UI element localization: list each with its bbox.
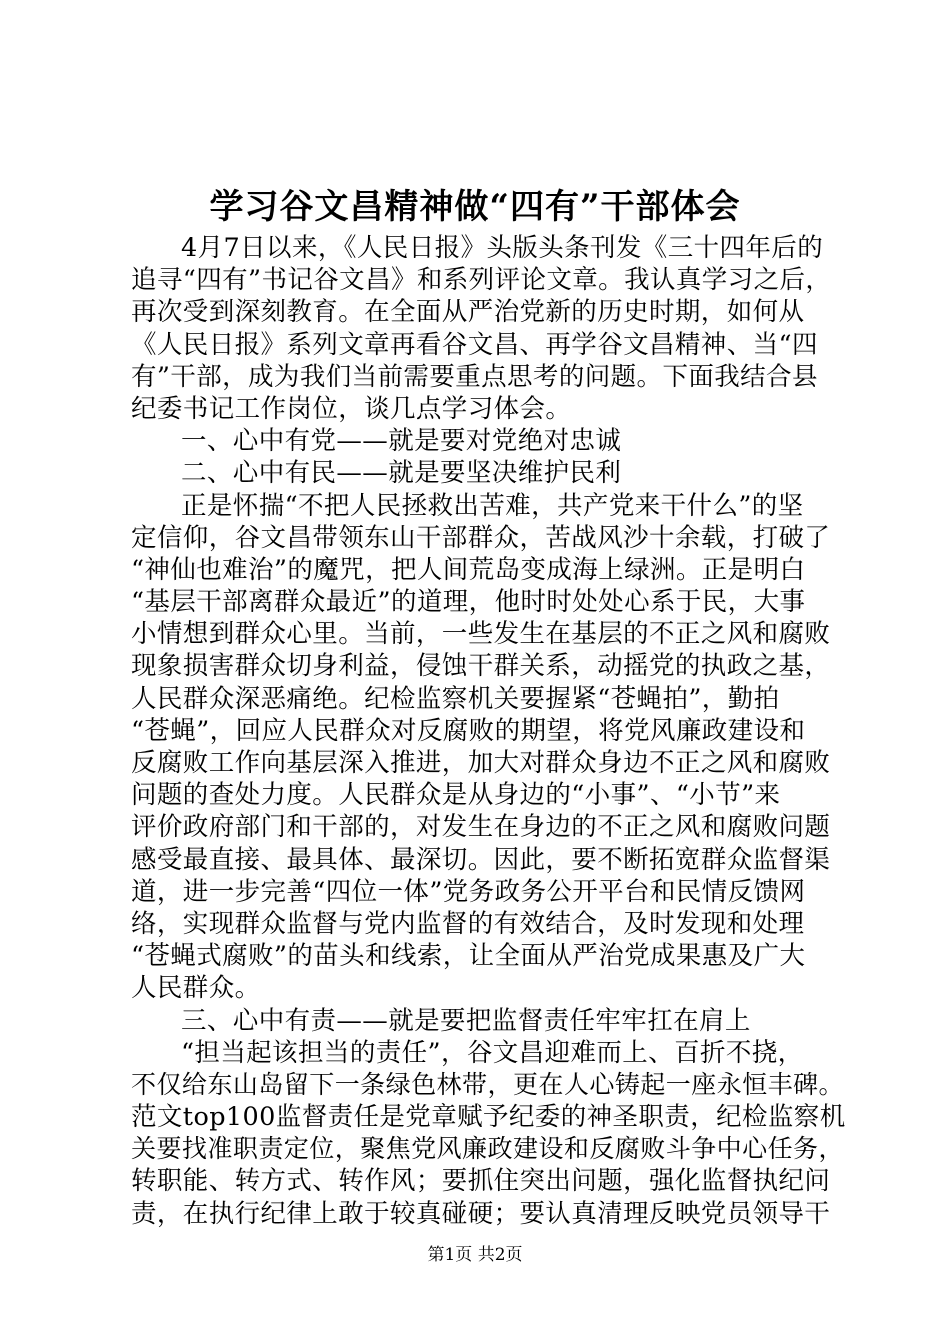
body-line: 一、心中有党——就是要对党绝对忠诚 — [181, 426, 622, 457]
body-line: “苍蝇”，回应人民群众对反腐败的期望，将党风廉政建设和 — [131, 715, 806, 746]
body-line: 追寻“四有”书记谷文昌》和系列评论文章。我认真学习之后， — [131, 265, 832, 296]
body-line: “担当起该担当的责任”，谷文昌迎难而上、百折不挠， — [181, 1037, 804, 1068]
body-line: 定信仰，谷文昌带领东山干部群众，苦战风沙十余载，打破了 — [131, 522, 831, 553]
document-body — [131, 232, 851, 1230]
body-line: 反腐败工作向基层深入推进，加大对群众身边不正之风和腐败 — [131, 748, 831, 778]
body-line: 感受最直接、最具体、最深切。因此，要不断拓宽群众监督渠 — [131, 844, 831, 875]
body-line: 评价政府部门和干部的，对发生在身边的不正之风和腐败问题 — [131, 812, 831, 843]
body-line: “基层干部离群众最近”的道理，他时时处处心系于民，大事 — [131, 587, 806, 618]
body-line: 道，进一步完善“四位一体”党务政务公开平台和民情反馈网 — [131, 876, 806, 907]
body-line: 范文top100监督责任是党章赋予纪委的神圣职责，纪检监察机 — [131, 1102, 846, 1133]
body-line: 人民群众。 — [131, 973, 261, 1004]
body-line: 二、心中有民——就是要坚决维护民利 — [181, 458, 622, 489]
body-line: 有”干部，成为我们当前需要重点思考的问题。下面我结合县 — [131, 361, 818, 392]
body-line: 关要找准职责定位，聚焦党风廉政建设和反腐败斗争中心任务， — [131, 1134, 844, 1164]
body-line: 再次受到深刻教育。在全面从严治党新的历史时期，如何从 — [131, 297, 805, 328]
body-line: 络，实现群众监督与党内监督的有效结合，及时发现和处理 — [131, 908, 805, 939]
body-line: 人民群众深恶痛绝。纪检监察机关要握紧“苍蝇拍”，勤拍 — [131, 683, 780, 714]
body-line: 转职能、转方式、转作风；要抓住突出问题，强化监督执纪问 — [131, 1166, 831, 1197]
body-line: 三、心中有责——就是要把监督责任牢牢扛在肩上 — [181, 1005, 751, 1036]
body-line: 《人民日报》系列文章再看谷文昌、再学谷文昌精神、当“四 — [131, 329, 818, 360]
body-line: 小情想到群众心里。当前，一些发生在基层的不正之风和腐败 — [131, 619, 831, 650]
body-line: 问题的查处力度。人民群众是从身边的“小事”、“小节”来 — [131, 780, 781, 811]
body-line: 正是怀揣“不把人民拯救出苦难，共产党来干什么”的坚 — [181, 490, 804, 521]
body-line: 不仅给东山岛留下一条绿色林带，更在人心铸起一座永恒丰碑。 — [131, 1069, 844, 1099]
body-line: “神仙也难治”的魔咒，把人间荒岛变成海上绿洲。正是明白 — [131, 554, 806, 585]
body-line: 责，在执行纪律上敢于较真碰硬；要认真清理反映党员领导干 — [131, 1198, 831, 1229]
body-line: 现象损害群众切身利益，侵蚀干群关系，动摇党的执政之基， — [131, 651, 831, 682]
body-line: “苍蝇式腐败”的苗头和线索，让全面从严治党成果惠及广大 — [131, 941, 806, 972]
body-line: 4月7日以来，《人民日报》头版头条刊发《三十四年后的 — [181, 233, 824, 263]
document-title: 学习谷文昌精神做“四有”干部体会 — [209, 187, 741, 227]
body-line: 纪委书记工作岗位，谈几点学习体会。 — [131, 393, 572, 424]
page-footer: 第1页 共2页 — [427, 1245, 523, 1265]
